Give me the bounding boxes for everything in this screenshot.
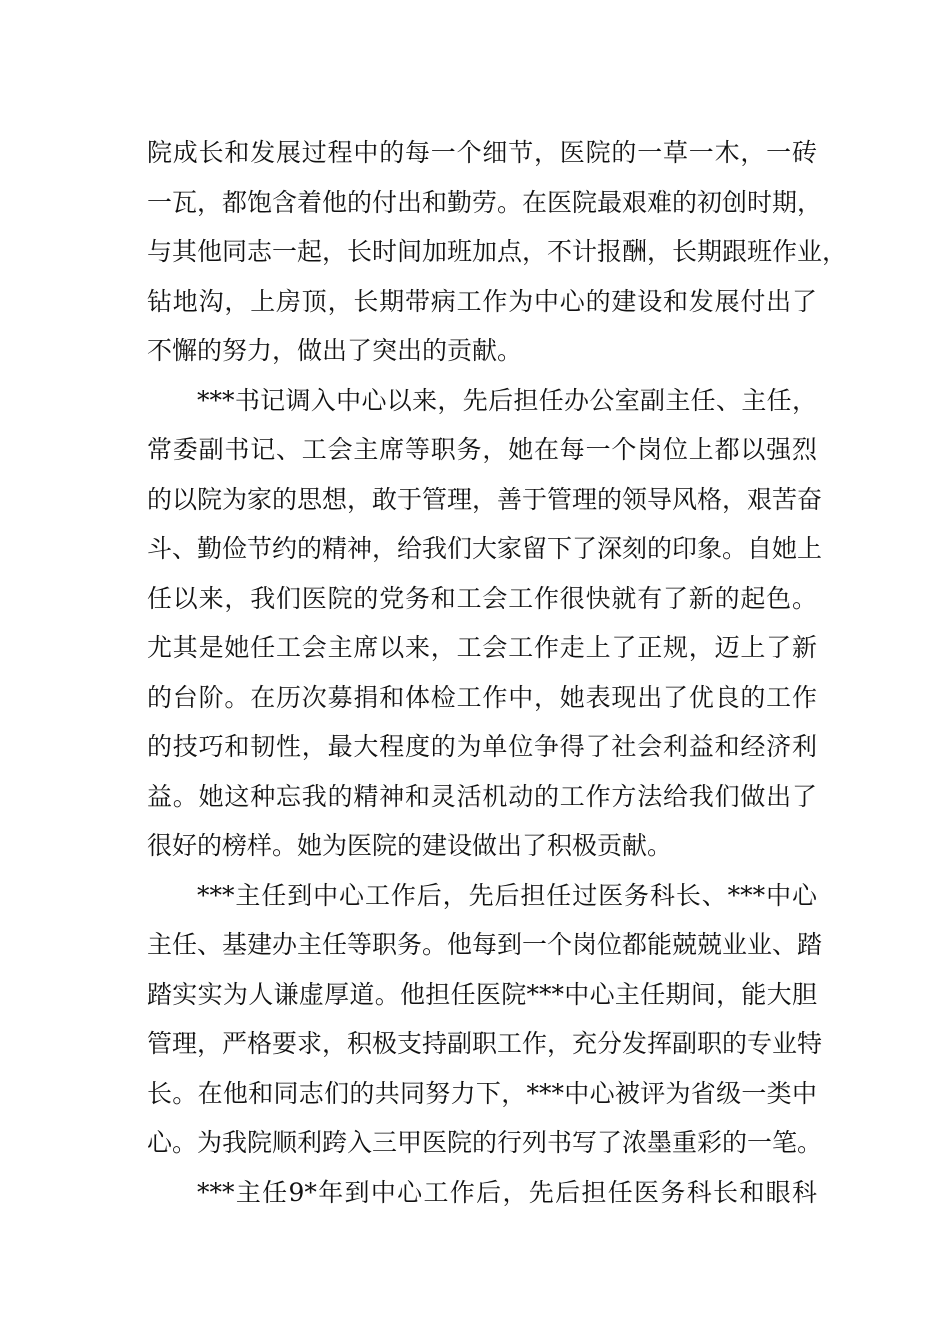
text-line: 尤其是她任工会主席以来，工会工作走上了正规，迈上了新	[147, 633, 817, 662]
document-body	[147, 128, 848, 1217]
text-line: 任以来，我们医院的党务和工会工作很快就有了新的起色。	[147, 583, 817, 613]
text-line: 长。在他和同志们的共同努力下，***中心被评为省级一类中	[147, 1078, 817, 1108]
text-line: 斗、勤俭节约的精神，给我们大家留下了深刻的印象。自她上	[147, 534, 823, 563]
text-line: 钻地沟，上房顶，长期带病工作为中心的建设和发展付出了	[147, 286, 817, 316]
text-line: 一瓦，都饱含着他的付出和勤劳。在医院最艰难的初创时期，	[147, 187, 823, 217]
text-line: 与其他同志一起，长时间加班加点，不计报酬，长期跟班作业，	[147, 237, 848, 266]
text-line: 很好的榜样。她为医院的建设做出了积极贡献。	[147, 831, 673, 860]
text-line: 踏实实为人谦虚厚道。他担任医院***中心主任期间，能大胆	[147, 979, 817, 1009]
text-line: 心。为我院顺利跨入三甲医院的行列书写了浓墨重彩的一笔。	[147, 1128, 823, 1157]
paragraph-first-line: ***主任9*年到中心工作后，先后担任医务科长和眼科	[197, 1177, 817, 1207]
text-line: 益。她这种忘我的精神和灵活机动的工作方法给我们做出了	[147, 781, 817, 811]
text-line: 的技巧和韧性，最大程度的为单位争得了社会利益和经济利	[147, 732, 817, 761]
text-line: 的以院为家的思想，敢于管理，善于管理的领导风格，艰苦奋	[147, 484, 823, 514]
text-line: 院成长和发展过程中的每一个细节，医院的一草一木，一砖	[147, 138, 817, 167]
text-line: 的台阶。在历次募捐和体检工作中，她表现出了优良的工作	[147, 682, 817, 712]
text-line: 主任、基建办主任等职务。他每到一个岗位都能兢兢业业、踏	[147, 930, 823, 959]
text-line: 不懈的努力，做出了突出的贡献。	[147, 336, 523, 365]
paragraph-first-line: ***书记调入中心以来，先后担任办公室副主任、主任，	[197, 385, 817, 415]
text-line: 管理，严格要求，积极支持副职工作，充分发挥副职的专业特	[147, 1029, 823, 1058]
text-line: 常委副书记、工会主席等职务，她在每一个岗位上都以强烈	[147, 435, 817, 464]
paragraph-first-line: ***主任到中心工作后，先后担任过医务科长、***中心	[197, 880, 817, 910]
